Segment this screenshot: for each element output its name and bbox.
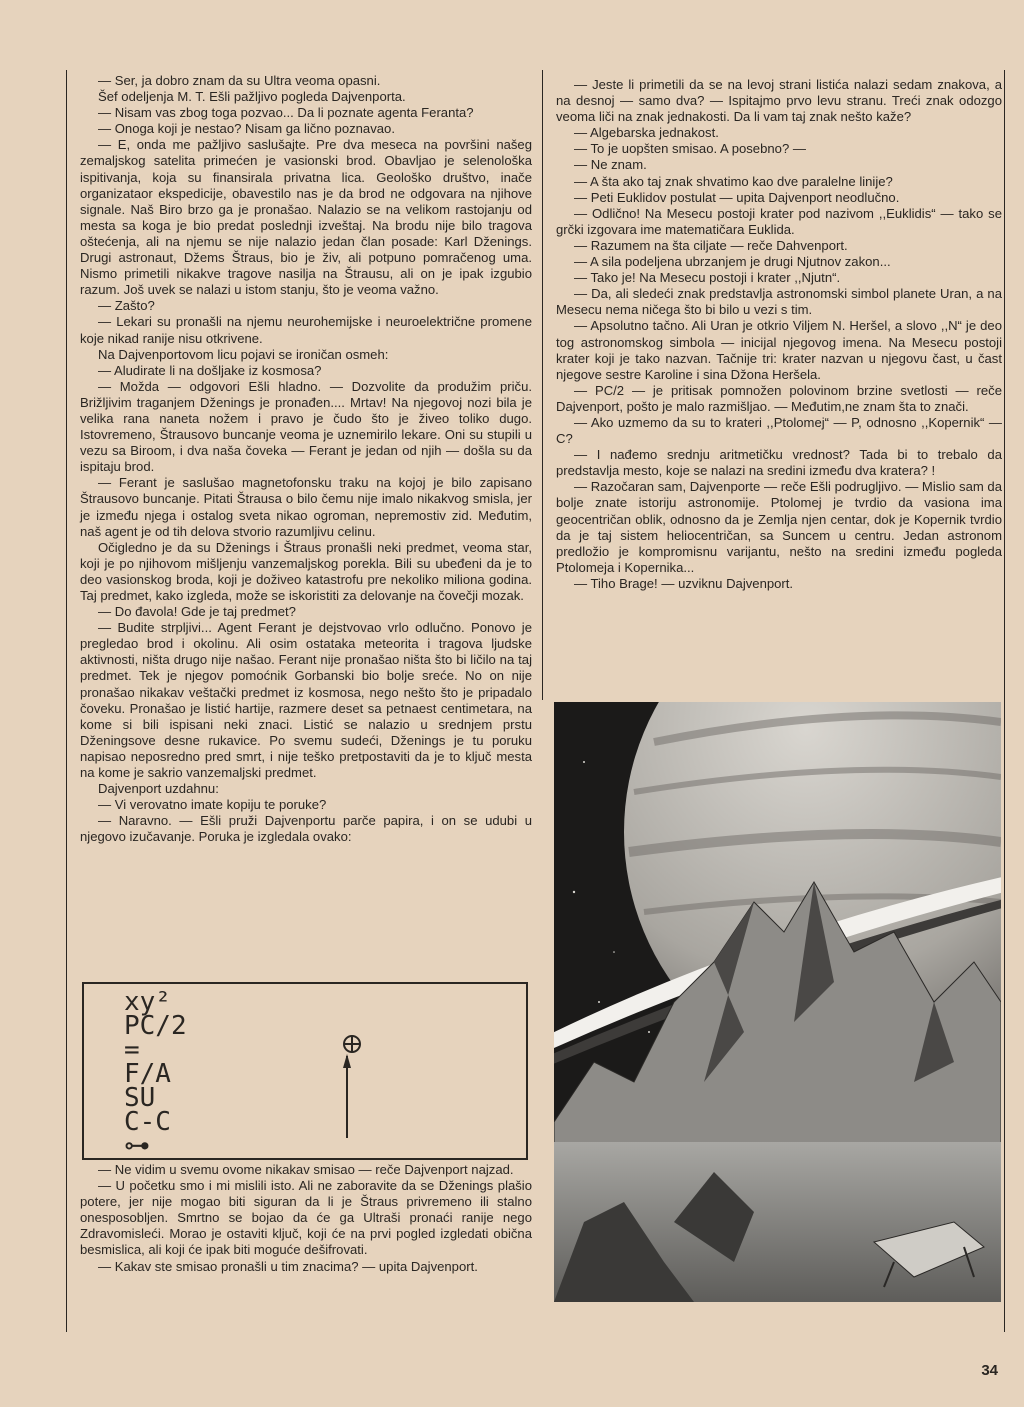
left-column-text (80, 73, 532, 846)
paragraph: — Algebarska jednakost. (574, 125, 719, 141)
paragraph: — Razumem na šta ciljate — reče Dahvenport. (574, 237, 848, 253)
paragraph: — Ne znam. (574, 157, 647, 173)
paragraph: — Kakav ste smisao pronašli u tim znacima? — upita Dajvenport. (98, 1258, 478, 1274)
note-symbols-left (124, 987, 187, 1161)
paragraph: — U početku smo i mi mislili isto. Ali ne zaboravite da se Dženings plašio potere, jer nije mogao biti siguran da li je Štraus privremeno ili stalno onesposobljen. Smrtno se bojao da će ga Ultraši pronaći ranije nego Zdravomisleći. Morao je ostaviti ključ, koji će na prvi pogled izgledati obična besmislica, ali koji će ipak biti moguće dešifrovati. (80, 1178, 532, 1258)
paragraph: — Do đavola! Gde je taj predmet? (98, 604, 296, 620)
paragraph: — Ferant je saslušao magnetofonsku traku na kojoj je bilo zapisano Štrausovo buncanje. Pitati Štrausa o bilo čemu nije imalo nikakvog smisla, jer je između njega i ostalog sveta nikao ogroman, nepremostiv zid. Međutim, naš agent je od tih delova stvorio razumljivu celinu. (80, 475, 532, 539)
paragraph: — Nisam vas zbog toga pozvao... Da li poznate agenta Feranta? (98, 105, 474, 121)
paragraph: — Zašto? (98, 298, 155, 314)
earth-symbol-icon (344, 1036, 360, 1052)
note-line: C-C (124, 1107, 171, 1137)
paragraph: Očigledno je da su Dženings i Štraus pronašli neki predmet, veoma star, koji je po njihovom mišljenju vanzemaljskog porekla. Bili su ubeđeni da je to deo vasionskog broda, koji je doživeo katastrofu pre nekoliko miliona godina. Taj predmet, kako izgleda, može se iskoristiti za delovanje na čovečji mozak. (80, 539, 532, 603)
page-number: 34 (981, 1362, 998, 1379)
paragraph: — Aludirate li na došljake iz kosmosa? (98, 362, 322, 378)
paragraph: — Apsolutno tačno. Ali Uran je otkrio Viljem N. Heršel, a slovo ,,N“ je deo tog astronomskog simbola — inicijal njegovog imena. Na Mesecu postoji krater koji je tako nazvan. Tačnije tri: krater nazvan u njegovu čast, u čast njegove sestre Karoline i sina Džona Heršela. (556, 318, 1002, 382)
upward-arrow-icon (343, 1054, 351, 1138)
paragraph: Na Dajvenportovom licu pojavi se ironičan osmeh: (98, 346, 389, 362)
handwritten-note-box (82, 982, 528, 1160)
paragraph: — Onoga koji je nestao? Nisam ga lično poznavao. (98, 121, 395, 137)
center-column-rule (542, 70, 543, 700)
paragraph: — Ako uzmemo da su to krateri ,,Ptolomej“ — P, odnosno ,,Kopernik“ —C? (556, 414, 1002, 447)
paragraph: — Vi verovatno imate kopiju te poruke? (98, 797, 327, 813)
note-line: = (124, 1035, 140, 1065)
paragraph: Šef odeljenja M. T. Ešli pažljivo pogleda Dajvenporta. (98, 89, 406, 105)
left-column-rule (66, 70, 67, 1332)
paragraph: — E, onda me pažljivo saslušajte. Pre dva meseca na površini našeg zemaljskog satelita primećen je vasionski brod. Obavljao je selenološka ispitivanja, koja su finansirala privatna lica. Geološko društvo, inače organizataor ekspedicije, obavestilo nas je da brod ne odgovara na njihove signale. Naš Biro brzo ga je pronašao. Nalazio se na velikom rastojanju od mesta sa koga je bio predat poslednji izveštaj. Na brodu nije bilo tragova oštećenja, ali na njemu se nije nalazio jedan član posade: Karl Dženings. Drugi astronaut, Džems Štraus, bio je živ, ali potpuno pomračenog uma. Nismo primetili nikakve tragove nasilja na Štrausu, ali on je ipak izgubio razum. Još uvek se nalazi u istom stanju, što je veoma važno. (80, 137, 532, 298)
paragraph: — Odlično! Na Mesecu postoji krater pod nazivom ,,Euklidis“ — tako se grčki izgovara ime matematičara Euklida. (556, 205, 1002, 237)
paragraph: — Peti Euklidov postulat — upita Dajvenport neodlučno. (574, 189, 900, 205)
paragraph: — Lekari su pronašli na njemu neurohemijske i neuroelektrične promene koje nikad ranije nisu otkrivene. (80, 314, 532, 346)
right-column-text (556, 77, 1002, 592)
paragraph: — Tiho Brage! — uzviknu Dajvenport. (574, 575, 794, 591)
note-line: SU (124, 1083, 156, 1113)
note-line: ⊶ (124, 1131, 150, 1161)
note-line: xy² (124, 987, 171, 1017)
note-symbols-right (312, 1026, 462, 1146)
paragraph: — Jeste li primetili da se na levoj strani listića nalazi sedam znakova, a na desnoj — samo dva? — Ispitajmo prvo levu stranu. Treći znak odozgo veoma liči na znak jednakosti. Da li vam taj znak nešto kaže? (556, 77, 1002, 125)
note-line: PC/2 (124, 1011, 187, 1041)
paragraph: — Možda — odgovori Ešli hladno. — Dozvolite da produžim priču. Brižljivim traganjem Dženings je pronađen.... Mrtav! Na njegovoj nozi bila je velika rana naneta nožem i pravo je čudo što je živeo toliko dugo. Istovremeno, Štrausovo buncanje veoma je uznemirilo lekare. Oni su stupili u vezu sa Biroom, i dva naša čoveka — Ferant je jedan od njih — došla su da ispitaju brod. (80, 378, 532, 475)
paragraph: — To je uopšten smisao. A posebno? — (574, 141, 806, 157)
paragraph: — A šta ako taj znak shvatimo kao dve paralelne linije? (574, 173, 893, 189)
left-column-bottom-text (80, 1162, 532, 1275)
note-line: F/A (124, 1059, 171, 1089)
paragraph: — Budite strpljivi... Agent Ferant je dejstvovao vrlo odlučno. Ponovo je pregledao brod i okolinu. Ali osim ostataka meteorita i tragova ljudske aktivnosti, ništa drugo nije našao. Ferant nije pronašao ništa što bi ličilo na taj predmet. Tek je njegov pomoćnik Gorbanski bio bolje sreće. No on nije pronašao nikakav veštački predmet iz kosmosa, nego nešto što je pripadalo čoveku. Pronašao je listić hartije, razmere deset sa petnaest centimetara, na kome si bili ispisani neki znaci. Listić se nalazio u srednjem prstu Dženingsove desne rukavice. Po svemu sudeći, Dženings je tu poruku napisao neposredno pred smrt, i nije teško pretpostaviti da je to ključ mesta na kome je sakrio vanzemaljski predmet. (80, 620, 532, 781)
right-column-rule (1004, 70, 1005, 1332)
paragraph: Dajvenport uzdahnu: (98, 781, 219, 797)
paragraph: — Ne vidim u svemu ovome nikakav smisao — reče Dajvenport najzad. (98, 1162, 514, 1177)
paragraph: — Naravno. — Ešli pruži Dajvenportu parče papira, i on se udubi u njegovo izučavanje. Poruka je izgledala ovako: (80, 813, 532, 845)
paragraph: — PC/2 — je pritisak pomnožen polovinom brzine svetlosti — reče Dajvenport, pošto je malo razmišljao. — Međutim,ne znam šta to znači. (556, 382, 1002, 414)
ringed-planet-illustration (554, 702, 1001, 1302)
paragraph: — I nađemo srednju aritmetičku vrednost? Tada bi to trebalo da predstavlja mesto, koje se nalazi na sredini između dva kratera? ! (556, 447, 1002, 479)
paragraph: — Tako je! Na Mesecu postoji i krater ,,Njutn“. (574, 270, 841, 286)
paragraph: — A sila podeljena ubrzanjem je drugi Njutnov zakon... (574, 254, 891, 270)
paragraph: — Da, ali sledeći znak predstavlja astronomski simbol planete Uran, a na Mesecu nema ničega što bi bilo u vezi s tim. (556, 286, 1002, 318)
paragraph: — Razočaran sam, Dajvenporte — reče Ešli podrugljivo. — Mislio sam da bolje znate istoriju astronomije. Ptolomej je tvrdio da vasiona ima geocentričan oblik, odnosno da je Zemlja njen centar, dok je Kopernik tvrdio da je taj sistem heliocentričan, sa Suncem u centru. Jedan astronom predložio je kompromisnu varijantu, nešto na sredini između pogleda Ptolomeja i Kopernika... (556, 479, 1002, 575)
paragraph: — Ser, ja dobro znam da su Ultra veoma opasni. (98, 73, 381, 88)
